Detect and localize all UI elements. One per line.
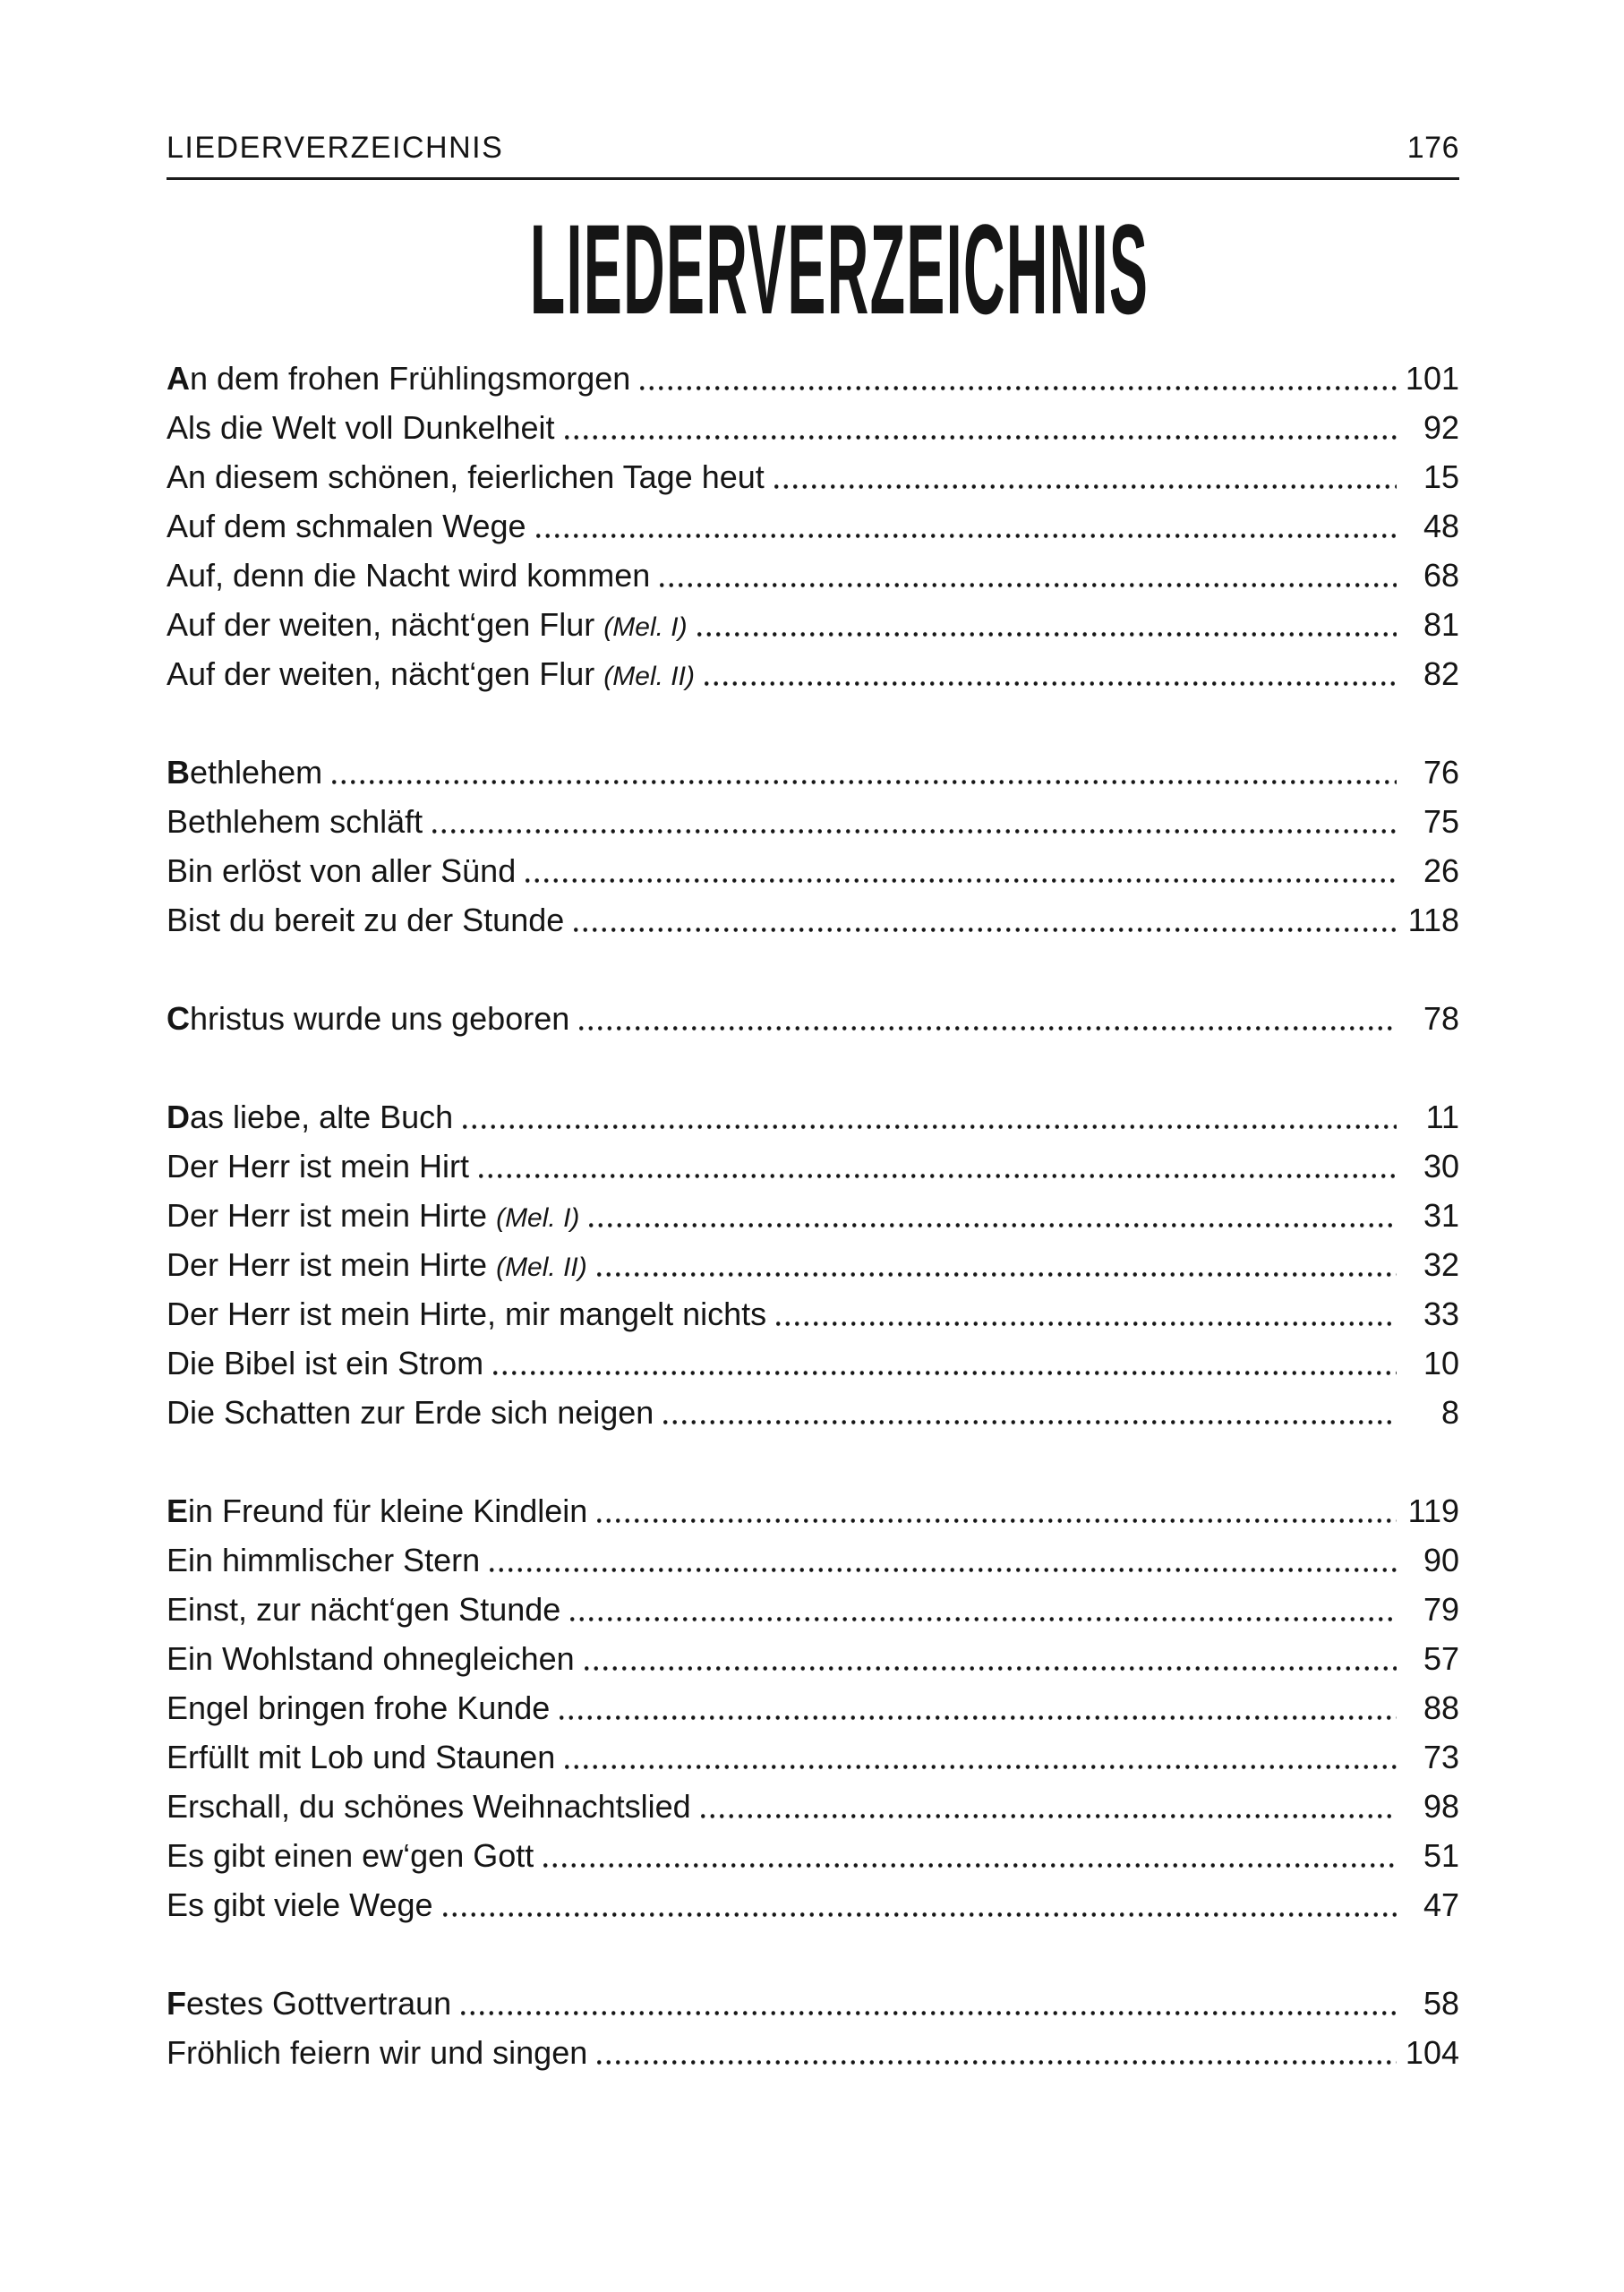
song-entry: [167, 551, 1459, 600]
song-page-number: 78: [1423, 1000, 1459, 1037]
song-entry: [167, 1880, 1459, 1929]
dot-leader: [458, 1979, 1397, 2028]
song-title: Als die Welt voll Dunkelheit: [167, 409, 555, 446]
song-entry: [167, 1338, 1459, 1388]
song-page-number: 92: [1423, 409, 1459, 446]
dot-leader: [774, 1289, 1397, 1338]
song-page-number: 76: [1423, 754, 1459, 791]
song-page-number: 118: [1407, 902, 1459, 938]
bold-initial: A: [167, 360, 190, 397]
dot-leader: [571, 895, 1397, 945]
song-page-number: 32: [1423, 1246, 1459, 1283]
song-title: An diesem schönen, feierlichen Tage heut: [167, 458, 765, 495]
song-group-E: [167, 1486, 1459, 1929]
dot-leader: [594, 2028, 1397, 2077]
song-page-number: 58: [1423, 1985, 1459, 2022]
index-title: [167, 197, 1459, 341]
dot-leader: [329, 748, 1397, 797]
song-title: Es gibt einen ew‘gen Gott: [167, 1837, 534, 1874]
dot-leader: [534, 501, 1397, 551]
song-entry: [167, 1732, 1459, 1782]
song-page-number: 48: [1423, 508, 1459, 544]
melody-note: (Mel. II): [496, 1253, 587, 1282]
song-title: An dem frohen Frühlingsmorgen: [167, 360, 631, 397]
song-entry: [167, 994, 1459, 1043]
song-title: Der Herr ist mein Hirte (Mel. II): [167, 1246, 587, 1283]
song-page-number: 33: [1423, 1296, 1459, 1332]
song-title: Auf der weiten, nächt‘gen Flur (Mel. II): [167, 655, 695, 692]
dot-leader: [460, 1092, 1397, 1142]
song-group-D: [167, 1092, 1459, 1437]
dot-leader: [557, 1683, 1397, 1732]
dot-leader: [430, 797, 1397, 846]
song-page-number: 68: [1423, 557, 1459, 594]
song-title: Christus wurde uns geboren: [167, 1000, 570, 1037]
dot-leader: [487, 1535, 1397, 1585]
song-page-number: 15: [1423, 458, 1459, 495]
song-entry: [167, 797, 1459, 846]
song-page-number: 51: [1423, 1837, 1459, 1874]
dot-leader: [661, 1388, 1397, 1437]
song-entry: [167, 1191, 1459, 1240]
song-page-number: 119: [1407, 1492, 1459, 1529]
song-entry: [167, 403, 1459, 452]
song-list: [167, 354, 1459, 2077]
song-title: Auf der weiten, nächt‘gen Flur (Mel. I): [167, 606, 688, 643]
song-page-number: 79: [1423, 1591, 1459, 1628]
song-page-number: 57: [1423, 1640, 1459, 1677]
melody-note: (Mel. I): [603, 612, 688, 642]
dot-leader: [491, 1338, 1397, 1388]
song-page-number: 11: [1425, 1099, 1459, 1135]
song-title: Der Herr ist mein Hirt: [167, 1148, 470, 1184]
song-entry: [167, 1092, 1459, 1142]
song-page-number: 31: [1423, 1197, 1459, 1234]
song-page-number: 101: [1405, 360, 1459, 397]
song-title: Engel bringen frohe Kunde: [167, 1689, 551, 1726]
song-page-number: 8: [1440, 1394, 1459, 1431]
running-header-page-number: 176: [1406, 131, 1459, 165]
dot-leader: [541, 1831, 1397, 1880]
song-title: Der Herr ist mein Hirte (Mel. I): [167, 1197, 580, 1234]
song-title: Auf dem schmalen Wege: [167, 508, 526, 544]
song-page-number: 104: [1405, 2034, 1459, 2071]
dot-leader: [523, 846, 1397, 895]
song-page-number: 47: [1423, 1886, 1459, 1923]
song-entry: [167, 1142, 1459, 1191]
song-entry: [167, 1634, 1459, 1683]
song-entry: [167, 600, 1459, 649]
song-entry: [167, 1388, 1459, 1437]
song-title: Auf, denn die Nacht wird kommen: [167, 557, 651, 594]
song-entry: [167, 1486, 1459, 1535]
dot-leader: [594, 1240, 1397, 1289]
song-entry: [167, 895, 1459, 945]
running-header: [167, 0, 1459, 180]
song-entry: [167, 1289, 1459, 1338]
dot-leader: [568, 1585, 1397, 1634]
song-group-A: [167, 354, 1459, 698]
dot-leader: [657, 551, 1397, 600]
song-title: Die Bibel ist ein Strom: [167, 1345, 484, 1381]
dot-leader: [476, 1142, 1397, 1191]
song-entry: [167, 1683, 1459, 1732]
dot-leader: [772, 452, 1397, 501]
song-page-number: 98: [1423, 1788, 1459, 1825]
song-entry: [167, 2028, 1459, 2077]
melody-note: (Mel. I): [496, 1203, 580, 1233]
dot-leader: [594, 1486, 1397, 1535]
song-title: Der Herr ist mein Hirte, mir mangelt nichts: [167, 1296, 767, 1332]
bold-initial: F: [167, 1985, 186, 2022]
running-header-title: LIEDERVERZEICHNIS: [167, 131, 504, 165]
song-title: Es gibt viele Wege: [167, 1886, 433, 1923]
song-page-number: 82: [1423, 655, 1459, 692]
song-title: Bist du bereit zu der Stunde: [167, 902, 565, 938]
dot-leader: [577, 994, 1397, 1043]
bold-initial: C: [167, 1000, 190, 1037]
dot-leader: [702, 649, 1397, 698]
song-title: Bethlehem schläft: [167, 803, 423, 840]
song-page-number: 88: [1423, 1689, 1459, 1726]
song-entry: [167, 1782, 1459, 1831]
song-page-number: 75: [1423, 803, 1459, 840]
song-title: Erschall, du schönes Weihnachtslied: [167, 1788, 691, 1825]
dot-leader: [586, 1191, 1397, 1240]
dot-leader: [582, 1634, 1397, 1683]
song-title: Die Schatten zur Erde sich neigen: [167, 1394, 654, 1431]
dot-leader: [637, 354, 1397, 403]
song-group-B: [167, 748, 1459, 945]
dot-leader: [562, 403, 1397, 452]
song-title: Einst, zur nächt‘gen Stunde: [167, 1591, 561, 1628]
melody-note: (Mel. II): [603, 662, 695, 691]
song-entry: [167, 1535, 1459, 1585]
song-title: Erfüllt mit Lob und Staunen: [167, 1739, 556, 1775]
song-entry: [167, 1831, 1459, 1880]
dot-leader: [695, 600, 1397, 649]
song-entry: [167, 649, 1459, 698]
bold-initial: B: [167, 754, 190, 791]
dot-leader: [698, 1782, 1397, 1831]
song-title: Ein Wohlstand ohnegleichen: [167, 1640, 575, 1677]
song-page-number: 81: [1423, 606, 1459, 643]
song-entry: [167, 1979, 1459, 2028]
song-page-number: 26: [1423, 852, 1459, 889]
song-title: Ein Freund für kleine Kindlein: [167, 1492, 588, 1529]
bold-initial: E: [167, 1492, 189, 1529]
song-entry: [167, 501, 1459, 551]
song-page-number: 30: [1423, 1148, 1459, 1184]
song-title: Festes Gottvertraun: [167, 1985, 452, 2022]
song-entry: [167, 1240, 1459, 1289]
dot-leader: [440, 1880, 1397, 1929]
song-page-number: 90: [1423, 1542, 1459, 1578]
index-title-text: LIEDERVERZEICHNIS: [529, 197, 1150, 341]
song-title: Das liebe, alte Buch: [167, 1099, 454, 1135]
song-title: Ein himmlischer Stern: [167, 1542, 481, 1578]
song-group-F: [167, 1979, 1459, 2077]
song-entry: [167, 1585, 1459, 1634]
bold-initial: D: [167, 1099, 190, 1135]
song-entry: [167, 748, 1459, 797]
song-page-number: 73: [1423, 1739, 1459, 1775]
song-entry: [167, 452, 1459, 501]
dot-leader: [562, 1732, 1397, 1782]
song-title: Bethlehem: [167, 754, 323, 791]
song-group-C: [167, 994, 1459, 1043]
song-page-number: 10: [1423, 1345, 1459, 1381]
song-title: Fröhlich feiern wir und singen: [167, 2034, 588, 2071]
song-title: Bin erlöst von aller Sünd: [167, 852, 517, 889]
song-entry: [167, 846, 1459, 895]
song-entry: [167, 354, 1459, 403]
